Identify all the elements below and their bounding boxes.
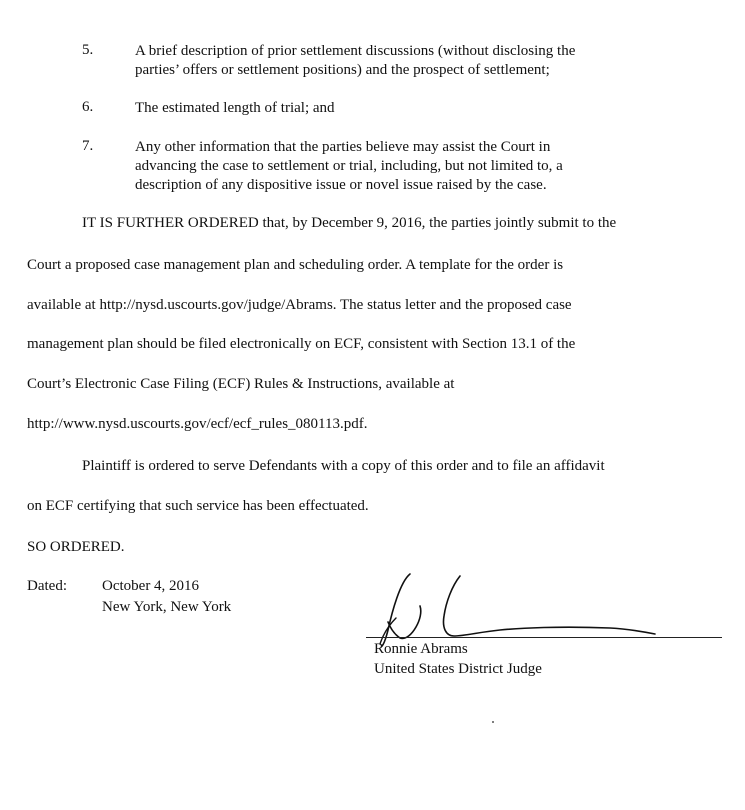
dated-date: October 4, 2016 bbox=[102, 578, 200, 594]
so-ordered: SO ORDERED. bbox=[27, 539, 125, 555]
paragraph-line: Plaintiff is ordered to serve Defendants with a copy of this order and to file an affidavit bbox=[82, 458, 605, 474]
paragraph-line: management plan should be filed electronically on ECF, consistent with Section 13.1 of the bbox=[27, 336, 576, 352]
list-item-text: advancing the case to settlement or trial, including, but not limited to, a bbox=[135, 158, 563, 174]
list-item-text: parties’ offers or settlement positions) and the prospect of settlement; bbox=[135, 62, 550, 78]
list-number: 6. bbox=[82, 99, 94, 115]
list-number: 7. bbox=[82, 138, 94, 154]
paragraph-line: Court a proposed case management plan and scheduling order. A template for the order is bbox=[27, 257, 564, 273]
paragraph-line: http://www.nysd.uscourts.gov/ecf/ecf_rules_080113.pdf. bbox=[27, 416, 368, 432]
list-item-text: description of any dispositive issue or novel issue raised by the case. bbox=[135, 177, 547, 193]
dated-place: New York, New York bbox=[102, 599, 232, 615]
paragraph-line: IT IS FURTHER ORDERED that, by December 9, 2016, the parties jointly submit to the bbox=[82, 215, 617, 231]
judge-name: Ronnie Abrams bbox=[374, 641, 468, 657]
paragraph-line: Court’s Electronic Case Filing (ECF) Rules & Instructions, available at bbox=[27, 376, 455, 392]
paragraph-line: on ECF certifying that such service has been effectuated. bbox=[27, 498, 369, 514]
list-number: 5. bbox=[82, 42, 94, 58]
paragraph-line: available at http://nysd.uscourts.gov/judge/Abrams. The status letter and the proposed case bbox=[27, 297, 572, 313]
signature-line bbox=[366, 637, 722, 638]
list-item-text: Any other information that the parties believe may assist the Court in bbox=[135, 139, 551, 155]
judge-signature bbox=[360, 572, 660, 652]
list-item-text: The estimated length of trial; and bbox=[135, 100, 335, 116]
judge-title: United States District Judge bbox=[374, 661, 542, 677]
scan-speck bbox=[492, 721, 494, 723]
list-item-text: A brief description of prior settlement discussions (without disclosing the bbox=[135, 43, 576, 59]
dated-label: Dated: bbox=[27, 578, 67, 594]
